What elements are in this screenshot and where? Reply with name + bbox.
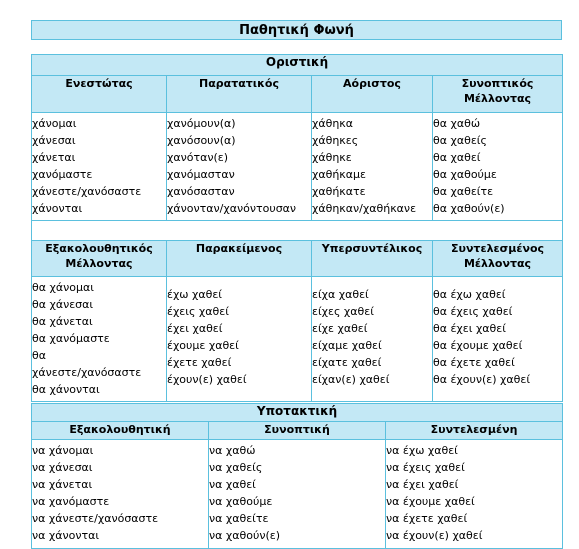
verb-form: έχει χαθεί	[167, 322, 223, 335]
column-header-line: Μέλλοντας	[463, 257, 532, 270]
verb-form: είχαμε χαθεί	[312, 339, 382, 352]
verb-form: χανόσασταν	[167, 185, 235, 198]
verb-form: χάνονται	[32, 202, 83, 215]
conjugation-cell	[386, 440, 563, 549]
verb-form: έχουν(ε) χαθεί	[167, 373, 247, 386]
verb-form: χάνεστε/χανόσαστε	[32, 185, 142, 198]
verb-form: θα χαθώ	[433, 117, 481, 130]
column-header-line: Συνοπτική	[264, 423, 330, 436]
verb-form: να έχεις χαθεί	[386, 461, 465, 474]
subjunctive-table	[31, 403, 563, 549]
verb-form: θα έχει χαθεί	[433, 322, 506, 335]
verb-form: να χαθείς	[209, 461, 263, 474]
verb-form: χανόσουν(α)	[167, 134, 236, 147]
spacer-row	[32, 221, 563, 241]
verb-form: χανόμουν(α)	[167, 117, 236, 130]
column-header	[32, 241, 167, 277]
verb-form: θα χαθούμε	[433, 168, 497, 181]
column-header-line: Μέλλοντας	[65, 257, 133, 270]
verb-form: να χανόμαστε	[32, 495, 110, 508]
verb-form: χανόμασταν	[167, 168, 235, 181]
column-header-line: Ενεστώτας	[65, 77, 133, 90]
verb-form: να χαθούμε	[209, 495, 273, 508]
verb-form: είχα χαθεί	[312, 288, 369, 301]
verb-form: χάθηκες	[312, 134, 359, 147]
verb-form: χαθήκαμε	[312, 168, 366, 181]
verb-form: θα χανόμαστε	[32, 332, 110, 345]
verb-form: είχαν(ε) χαθεί	[312, 373, 390, 386]
verb-form: θα χαθεί	[433, 151, 481, 164]
verb-form: έχεις χαθεί	[167, 305, 229, 318]
conjugation-cell	[312, 277, 433, 402]
column-header-line: Συντελεσμένος	[451, 242, 545, 255]
conjugation-cell	[32, 113, 167, 221]
column-header-line: Παρατατικός	[199, 77, 279, 90]
verb-form: να χαθούν(ε)	[209, 529, 280, 542]
verb-form: χάνεται	[32, 151, 76, 164]
verb-form: θα χάνεται	[32, 315, 93, 328]
verb-form: θα έχουμε χαθεί	[433, 339, 523, 352]
column-header-line: Αόριστος	[343, 77, 401, 90]
verb-form: να χάνεται	[32, 478, 93, 491]
verb-form: θα	[32, 349, 46, 362]
verb-form: να έχω χαθεί	[386, 444, 458, 457]
column-header-line: Συνοπτικός	[461, 77, 534, 90]
column-header-line: Μέλλοντας	[463, 92, 532, 105]
verb-form: να χάνεστε/χανόσαστε	[32, 512, 159, 525]
conjugation-cell	[312, 113, 433, 221]
verb-form: χάθηκαν/χαθήκανε	[312, 202, 417, 215]
verb-form: είχες χαθεί	[312, 305, 374, 318]
verb-form: έχω χαθεί	[167, 288, 223, 301]
section-title-subjunctive: Υποτακτική	[32, 404, 563, 422]
verb-form: θα έχεις χαθεί	[433, 305, 513, 318]
column-header	[209, 422, 386, 440]
verb-form: να έχουν(ε) χαθεί	[386, 529, 483, 542]
verb-form: θα χάνεσαι	[32, 298, 94, 311]
verb-form: χάνομαι	[32, 117, 77, 130]
column-header	[167, 76, 312, 113]
verb-form: να χάνονται	[32, 529, 100, 542]
verb-form: να χάνεσαι	[32, 461, 93, 474]
conjugation-cell	[433, 113, 563, 221]
verb-form: θα έχω χαθεί	[433, 288, 506, 301]
column-header	[312, 241, 433, 277]
verb-form: χάνονταν/χανόντουσαν	[167, 202, 297, 215]
column-header	[167, 241, 312, 277]
column-header	[433, 241, 563, 277]
verb-form: θα έχετε χαθεί	[433, 356, 515, 369]
verb-form: έχουμε χαθεί	[167, 339, 239, 352]
verb-form: να χάνομαι	[32, 444, 94, 457]
column-header-line: Παρακείμενος	[195, 242, 283, 255]
verb-form: χανόμαστε	[32, 168, 93, 181]
conjugation-cell	[167, 277, 312, 402]
verb-form: θα χαθείς	[433, 134, 487, 147]
column-header	[386, 422, 563, 440]
column-header-line: Εξακολουθητικός	[45, 242, 153, 255]
verb-form: χανόταν(ε)	[167, 151, 229, 164]
verb-form: θα χάνονται	[32, 383, 100, 396]
conjugation-cell	[167, 113, 312, 221]
conjugation-cell	[209, 440, 386, 549]
verb-form: θα χαθείτε	[433, 185, 494, 198]
column-header-line: Υπερσυντέλικος	[321, 242, 423, 255]
verb-form: θα χάνομαι	[32, 281, 94, 294]
verb-form: χάθηκα	[312, 117, 354, 130]
verb-form: χάνεσαι	[32, 134, 76, 147]
verb-form: θα έχουν(ε) χαθεί	[433, 373, 531, 386]
verb-form: χάνεστε/χανόσαστε	[32, 366, 142, 379]
verb-form: χαθήκατε	[312, 185, 366, 198]
verb-form: έχετε χαθεί	[167, 356, 232, 369]
indicative-table	[31, 54, 563, 402]
conjugation-cell	[32, 440, 209, 549]
verb-form: να έχει χαθεί	[386, 478, 459, 491]
column-header	[32, 422, 209, 440]
verb-form: χάθηκε	[312, 151, 352, 164]
column-header	[433, 76, 563, 113]
conjugation-cell	[32, 277, 167, 402]
column-header-line: Συντελεσμένη	[430, 423, 518, 436]
conjugation-cell	[433, 277, 563, 402]
column-header	[32, 76, 167, 113]
column-header	[312, 76, 433, 113]
section-title-indicative: Οριστική	[32, 55, 563, 76]
verb-form: να χαθώ	[209, 444, 256, 457]
verb-form: να χαθείτε	[209, 512, 269, 525]
page-title: Παθητική Φωνή	[31, 20, 562, 40]
verb-form: να έχετε χαθεί	[386, 512, 468, 525]
verb-form: είχε χαθεί	[312, 322, 368, 335]
verb-form: θα χαθούν(ε)	[433, 202, 505, 215]
verb-form: είχατε χαθεί	[312, 356, 382, 369]
verb-form: να έχουμε χαθεί	[386, 495, 475, 508]
verb-form: να χαθεί	[209, 478, 256, 491]
column-header-line: Εξακολουθητική	[69, 423, 171, 436]
